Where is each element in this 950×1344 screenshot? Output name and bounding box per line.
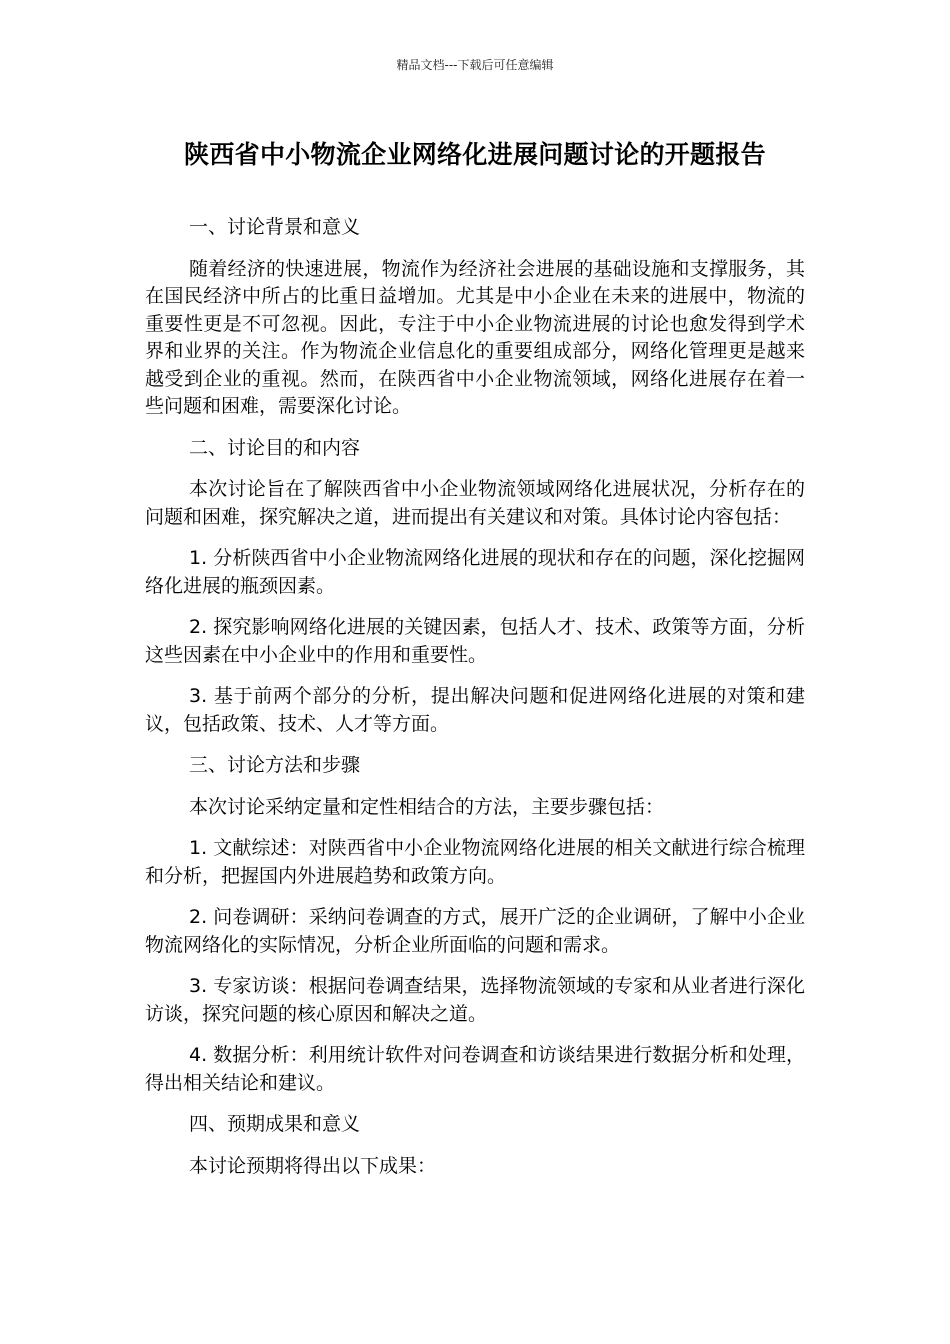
list-item: 1. 文献综述：对陕西省中小企业物流网络化进展的相关文献进行综合梳理和分析，把握国内外进展趋势和政策方向。 [145, 837, 805, 887]
paragraph: 随着经济的快速进展，物流作为经济社会进展的基础设施和支撑服务，其在国民经济中所占的比重日益增加。尤其是中小企业在未来的进展中，物流的重要性更是不可忽视。因此，专注于中小企业物流进展的讨论也愈发得到学术界和业界的关注。作为物流企业信息化的重要组成部分，网络化管理更是越来越受到企业的重视。然而，在陕西省中小企业物流领域，网络化进展存在着一些问题和困难，需要深化讨论。 [145, 257, 805, 417]
header-note: 精品文档---下载后可任意编辑 [396, 58, 554, 72]
paragraph: 本次讨论旨在了解陕西省中小企业物流领域网络化进展状况，分析存在的问题和困难，探究解决之道，进而提出有关建议和对策。具体讨论内容包括： [145, 478, 805, 528]
list-item: 2. 问卷调研：采纳问卷调查的方式，展开广泛的企业调研，了解中小企业物流网络化的实际情况，分析企业所面临的问题和需求。 [145, 906, 805, 956]
section-heading: 四、预期成果和意义 [189, 1113, 361, 1135]
paragraph: 本次讨论采纳定量和定性相结合的方法，主要步骤包括： [189, 795, 665, 818]
list-item: 4. 数据分析：利用统计软件对问卷调查和访谈结果进行数据分析和处理，得出相关结论和建议。 [145, 1044, 805, 1094]
list-item: 2. 探究影响网络化进展的关键因素，包括人才、技术、政策等方面，分析这些因素在中小企业中的作用和重要性。 [145, 616, 805, 666]
section-heading: 二、讨论目的和内容 [189, 436, 361, 459]
list-item: 1. 分析陕西省中小企业物流网络化进展的现状和存在的问题，深化挖掘网络化进展的瓶颈因素。 [145, 547, 805, 597]
paragraph: 本讨论预期将得出以下成果： [189, 1154, 437, 1177]
section-heading: 三、讨论方法和步骤 [189, 754, 361, 776]
list-item: 3. 专家访谈：根据问卷调查结果，选择物流领域的专家和从业者进行深化访谈，探究问题的核心原因和解决之道。 [145, 975, 805, 1025]
section-heading: 一、讨论背景和意义 [189, 216, 361, 238]
list-item: 3. 基于前两个部分的分析，提出解决问题和促进网络化进展的对策和建议，包括政策、技术、人才等方面。 [145, 685, 805, 735]
document-title: 陕西省中小物流企业网络化进展问题讨论的开题报告 [184, 140, 766, 169]
document-body [145, 214, 805, 1194]
